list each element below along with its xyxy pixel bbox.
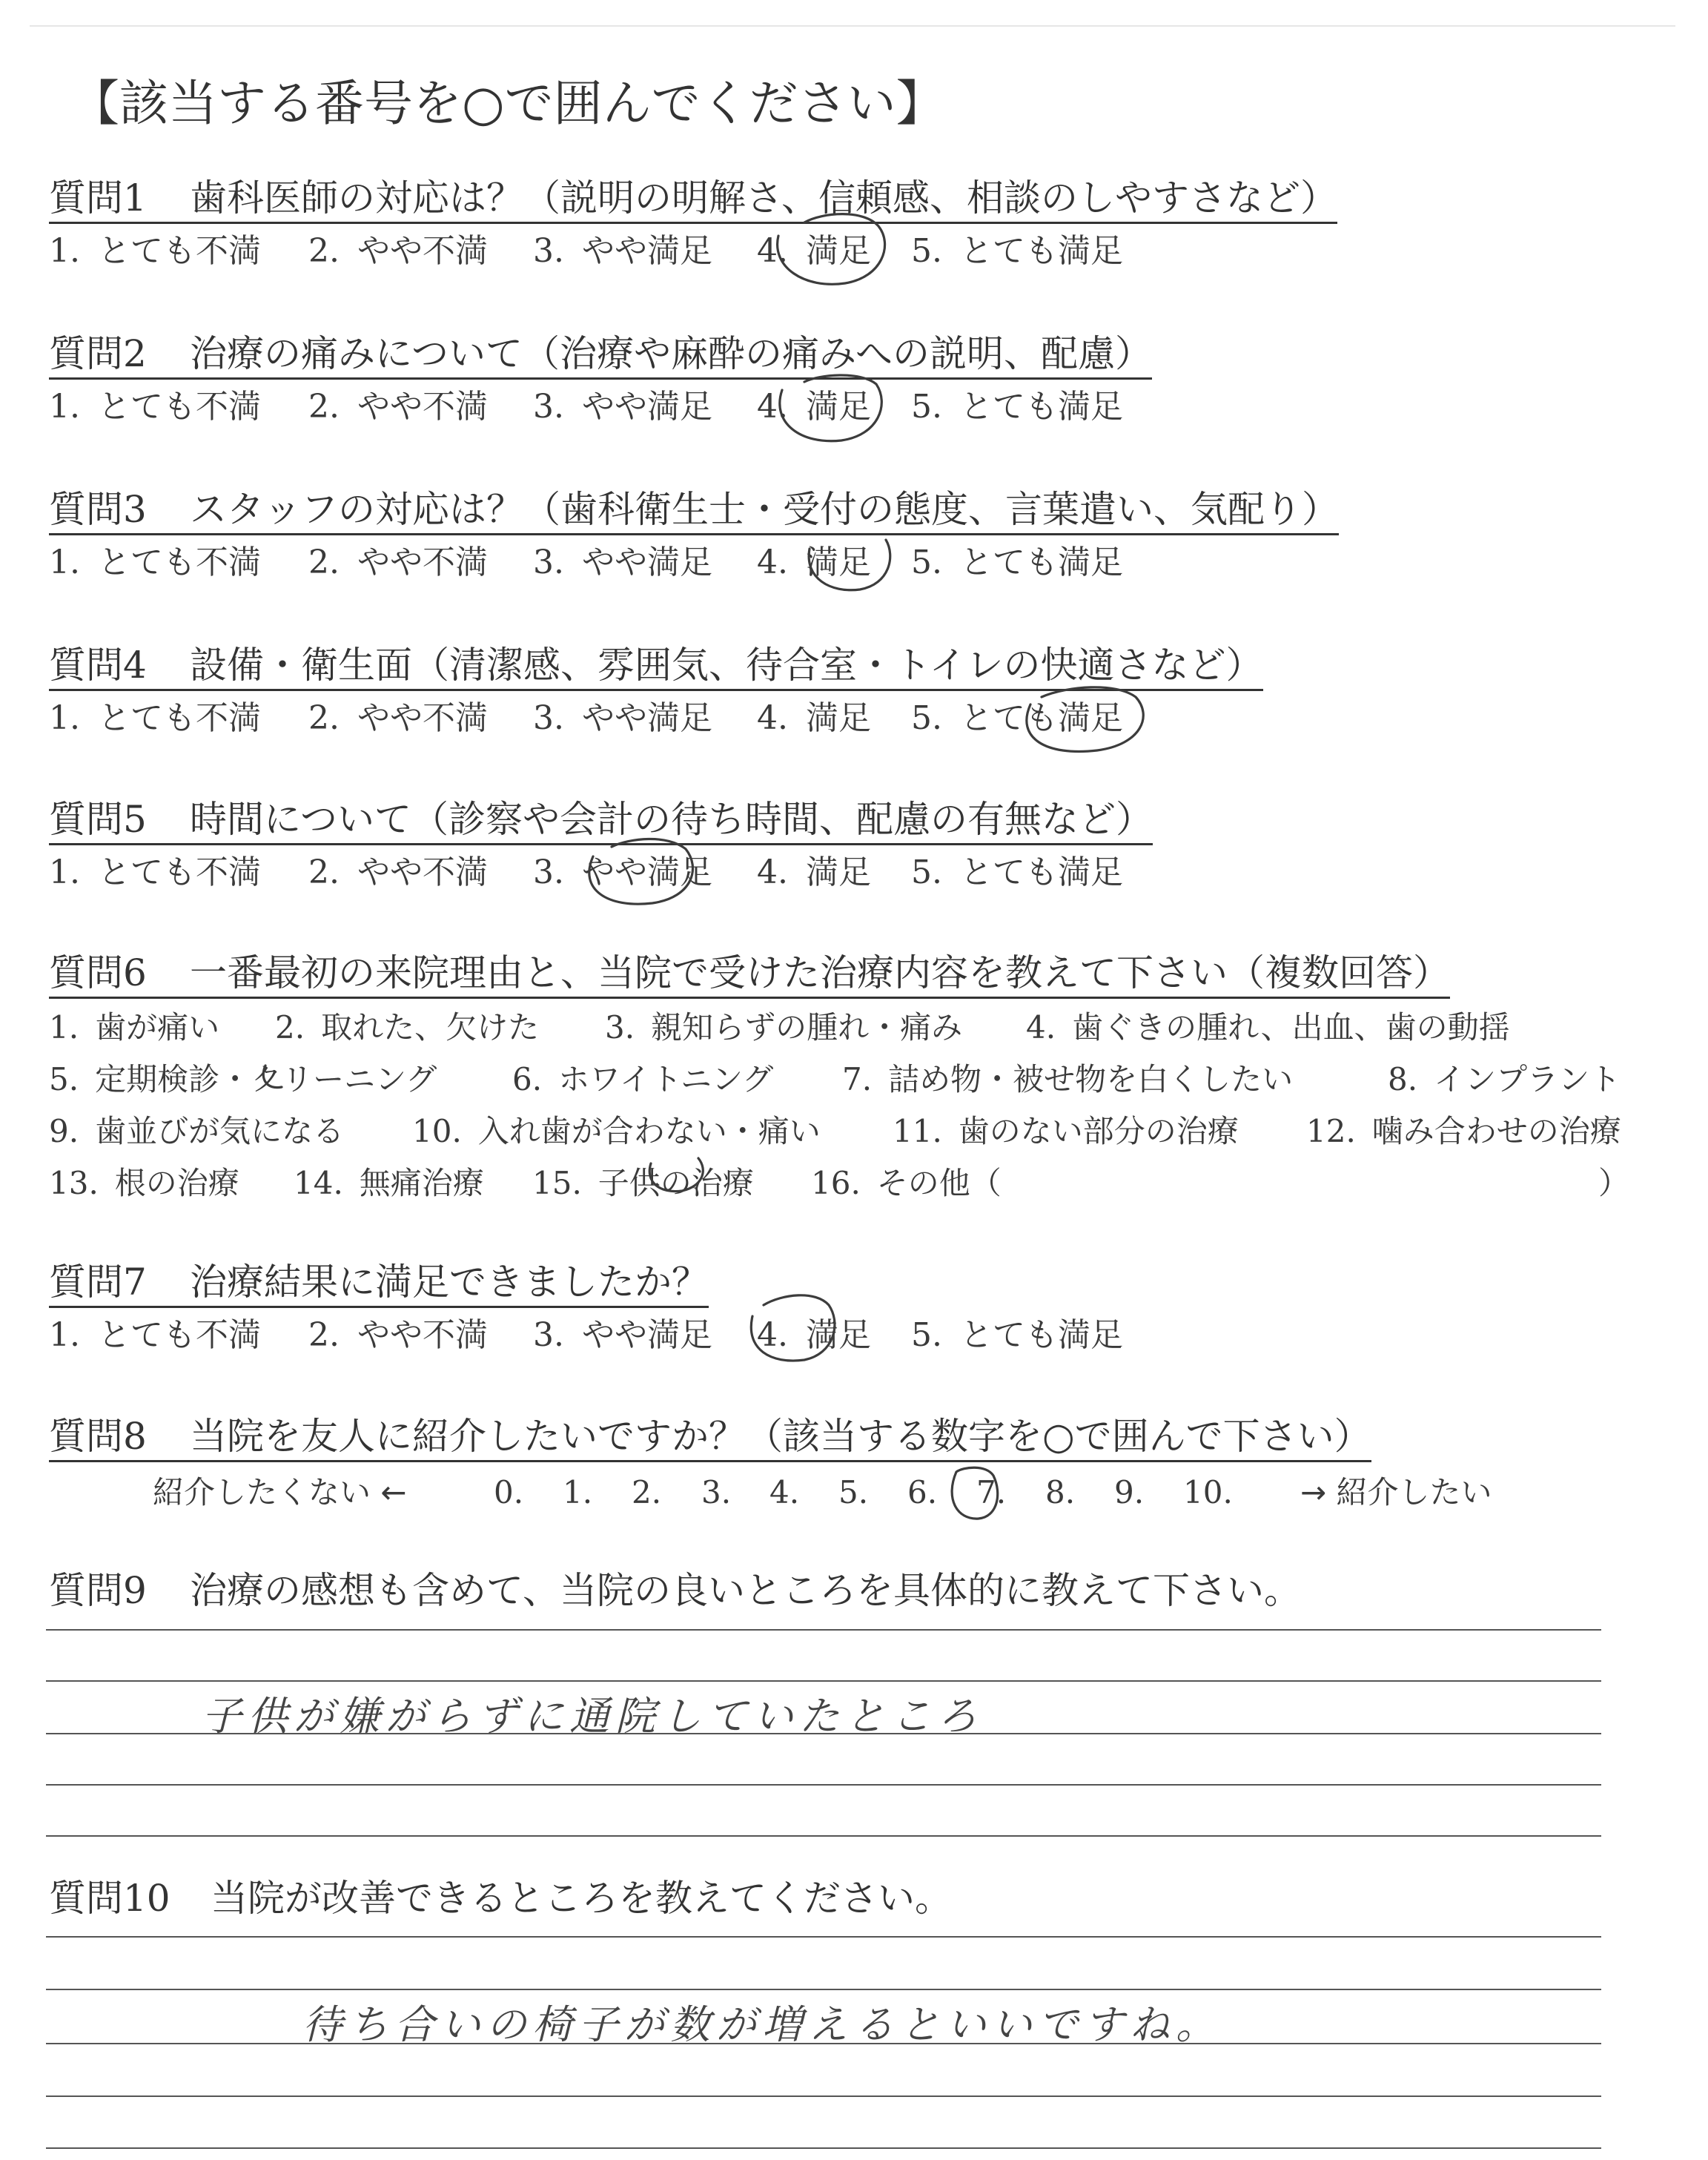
q6-other-close: ） xyxy=(1598,1165,1630,1201)
question-heading xyxy=(49,949,1450,999)
q6-item-16[interactable]: 16. その他（ xyxy=(811,1165,1002,1201)
scale-4[interactable]: 4. xyxy=(769,1474,800,1510)
option-1[interactable]: 1. とても不満 xyxy=(49,232,261,270)
question-text: 治療の感想も含めて、当院の良いところを具体的に教えて下さい。 xyxy=(190,1569,1301,1612)
scale-10[interactable]: 10. xyxy=(1183,1474,1233,1510)
top-rule xyxy=(30,25,1675,27)
question-number: 質問1 xyxy=(49,176,147,219)
question-text: 歯科医師の対応は？（説明の明解さ、信頼感、相談のしやすさなど） xyxy=(190,176,1337,219)
q6-item-15[interactable]: 15. 子供の治療 xyxy=(532,1165,754,1201)
question-text: 治療結果に満足できましたか？ xyxy=(190,1261,709,1304)
option-4[interactable]: 4. 満足 xyxy=(757,544,871,581)
question-number: 質問7 xyxy=(49,1261,147,1304)
answer-line xyxy=(46,1989,1601,1990)
question-text: 一番最初の来院理由と、当院で受けた治療内容を教えて下さい（複数回答） xyxy=(190,951,1450,994)
option-1[interactable]: 1. とても不満 xyxy=(49,388,261,426)
question-3 xyxy=(49,486,1457,634)
q6-item-14[interactable]: 14. 無痛治療 xyxy=(294,1165,484,1201)
question-1 xyxy=(49,174,1457,323)
question-heading xyxy=(49,486,1339,535)
q10-handwritten-answer[interactable]: 待ち合いの椅子が数が増えるといいですね。 xyxy=(302,2001,1222,2048)
answer-line xyxy=(46,1784,1601,1786)
option-3[interactable]: 3. やや満足 xyxy=(533,699,712,737)
option-4[interactable]: 4. 満足 xyxy=(757,699,871,737)
question-text: 時間について（診察や会計の待ち時間、配慮の有無など） xyxy=(190,798,1153,841)
question-number: 質問8 xyxy=(49,1415,147,1458)
option-4[interactable]: 4. 満足 xyxy=(757,388,871,426)
option-1[interactable]: 1. とても不満 xyxy=(49,699,261,737)
option-1[interactable]: 1. とても不満 xyxy=(49,1316,261,1354)
q6-item-13[interactable]: 13. 根の治療 xyxy=(49,1165,239,1201)
scale-9[interactable]: 9. xyxy=(1114,1474,1145,1510)
question-text: スタッフの対応は？（歯科衛生士・受付の態度、言葉遣い、気配り） xyxy=(190,488,1339,531)
answer-line xyxy=(46,1936,1601,1938)
recommend-scale xyxy=(153,1470,1561,1515)
option-2[interactable]: 2. やや不満 xyxy=(308,388,488,426)
question-heading xyxy=(49,641,1263,691)
q6-item-3[interactable]: 3. 親知らずの腫れ・痛み xyxy=(605,1009,963,1046)
q6-item-1[interactable]: 1. 歯が痛い xyxy=(49,1009,220,1046)
question-heading xyxy=(49,174,1337,224)
question-heading xyxy=(49,1258,709,1308)
option-5[interactable]: 5. とても満足 xyxy=(911,1316,1123,1354)
option-3[interactable]: 3. やや満足 xyxy=(533,853,712,891)
q6-item-5[interactable]: 5. 定期検診・クリーニング xyxy=(49,1061,437,1097)
scale-6[interactable]: 6. xyxy=(907,1474,938,1510)
question-heading xyxy=(49,330,1152,380)
q6-item-11[interactable]: 11. 歯のない部分の治療 xyxy=(893,1113,1239,1149)
q6-item-7[interactable]: 7. 詰め物・被せ物を白くしたい xyxy=(842,1061,1294,1097)
option-5[interactable]: 5. とても満足 xyxy=(911,232,1123,270)
question-text: 設備・衛生面（清潔感、雰囲気、待合室・トイレの快適さなど） xyxy=(190,644,1263,687)
question-4 xyxy=(49,641,1457,790)
option-3[interactable]: 3. やや満足 xyxy=(533,544,712,581)
q6-item-9[interactable]: 9. 歯並びが気になる xyxy=(49,1113,345,1149)
option-3[interactable]: 3. やや満足 xyxy=(533,1316,712,1354)
option-2[interactable]: 2. やや不満 xyxy=(308,1316,488,1354)
q6-item-8[interactable]: 8. インプラント xyxy=(1388,1061,1621,1097)
question-9-heading xyxy=(49,1567,1301,1614)
option-3[interactable]: 3. やや満足 xyxy=(533,232,712,270)
option-1[interactable]: 1. とても不満 xyxy=(49,544,261,581)
option-1[interactable]: 1. とても不満 xyxy=(49,853,261,891)
option-2[interactable]: 2. やや不満 xyxy=(308,544,488,581)
question-6 xyxy=(49,949,1630,1216)
option-3[interactable]: 3. やや満足 xyxy=(533,388,712,426)
q6-item-4[interactable]: 4. 歯ぐきの腫れ、出血、歯の動揺 xyxy=(1026,1009,1510,1046)
scale-3[interactable]: 3. xyxy=(701,1474,732,1510)
option-5[interactable]: 5. とても満足 xyxy=(911,544,1123,581)
question-5 xyxy=(49,796,1457,944)
scale-5[interactable]: 5. xyxy=(838,1474,869,1510)
option-4[interactable]: 4. 満足 xyxy=(757,853,871,891)
q6-item-12[interactable]: 12. 噛み合わせの治療 xyxy=(1306,1113,1621,1149)
question-number: 質問10 xyxy=(49,1877,171,1920)
scale-0[interactable]: 0. xyxy=(494,1474,524,1510)
question-text: 当院を友人に紹介したいですか？（該当する数字を○で囲んで下さい） xyxy=(190,1415,1371,1458)
answer-line xyxy=(46,1629,1601,1631)
scale-8[interactable]: 8. xyxy=(1045,1474,1076,1510)
option-2[interactable]: 2. やや不満 xyxy=(308,699,488,737)
question-10-heading xyxy=(49,1875,952,1922)
answer-line xyxy=(46,1680,1601,1682)
answer-line xyxy=(46,2095,1601,2097)
scale-right-label: → 紹介したい xyxy=(1300,1474,1492,1510)
option-5[interactable]: 5. とても満足 xyxy=(911,699,1123,737)
answer-line xyxy=(46,1835,1601,1837)
scale-left-label: 紹介したくない ← xyxy=(153,1474,407,1510)
question-number: 質問4 xyxy=(49,644,147,687)
question-7 xyxy=(49,1258,1457,1407)
option-4[interactable]: 4. 満足 xyxy=(757,1316,871,1354)
scale-7[interactable]: 7. xyxy=(976,1474,1007,1510)
question-8 xyxy=(49,1413,1492,1561)
option-5[interactable]: 5. とても満足 xyxy=(911,853,1123,891)
q6-item-10[interactable]: 10. 入れ歯が合わない・痛い xyxy=(412,1113,821,1149)
q6-item-6[interactable]: 6. ホワイトニング xyxy=(512,1061,774,1097)
scale-1[interactable]: 1. xyxy=(563,1474,593,1510)
answer-line xyxy=(46,2147,1601,2149)
question-number: 質問3 xyxy=(49,488,147,531)
option-2[interactable]: 2. やや不満 xyxy=(308,232,488,270)
question-2 xyxy=(49,330,1457,478)
q9-handwritten-answer[interactable]: 子供が嫌がらずに通院していたところ xyxy=(202,1693,983,1740)
scale-2[interactable]: 2. xyxy=(632,1474,662,1510)
question-number: 質問6 xyxy=(49,951,147,994)
question-text: 当院が改善できるところを教えてください。 xyxy=(211,1877,952,1920)
option-5[interactable]: 5. とても満足 xyxy=(911,388,1123,426)
q6-item-2[interactable]: 2. 取れた、欠けた xyxy=(275,1009,540,1046)
option-2[interactable]: 2. やや不満 xyxy=(308,853,488,891)
question-text: 治療の痛みについて（治療や麻酔の痛みへの説明、配慮） xyxy=(190,332,1152,375)
option-4[interactable]: 4. 満足 xyxy=(757,232,871,270)
question-number: 質問9 xyxy=(49,1569,147,1612)
form-title: 【該当する番号を○で囲んでください】 xyxy=(70,75,945,132)
question-heading xyxy=(49,1413,1371,1462)
question-heading xyxy=(49,796,1153,845)
question-number: 質問5 xyxy=(49,798,147,841)
question-number: 質問2 xyxy=(49,332,147,375)
